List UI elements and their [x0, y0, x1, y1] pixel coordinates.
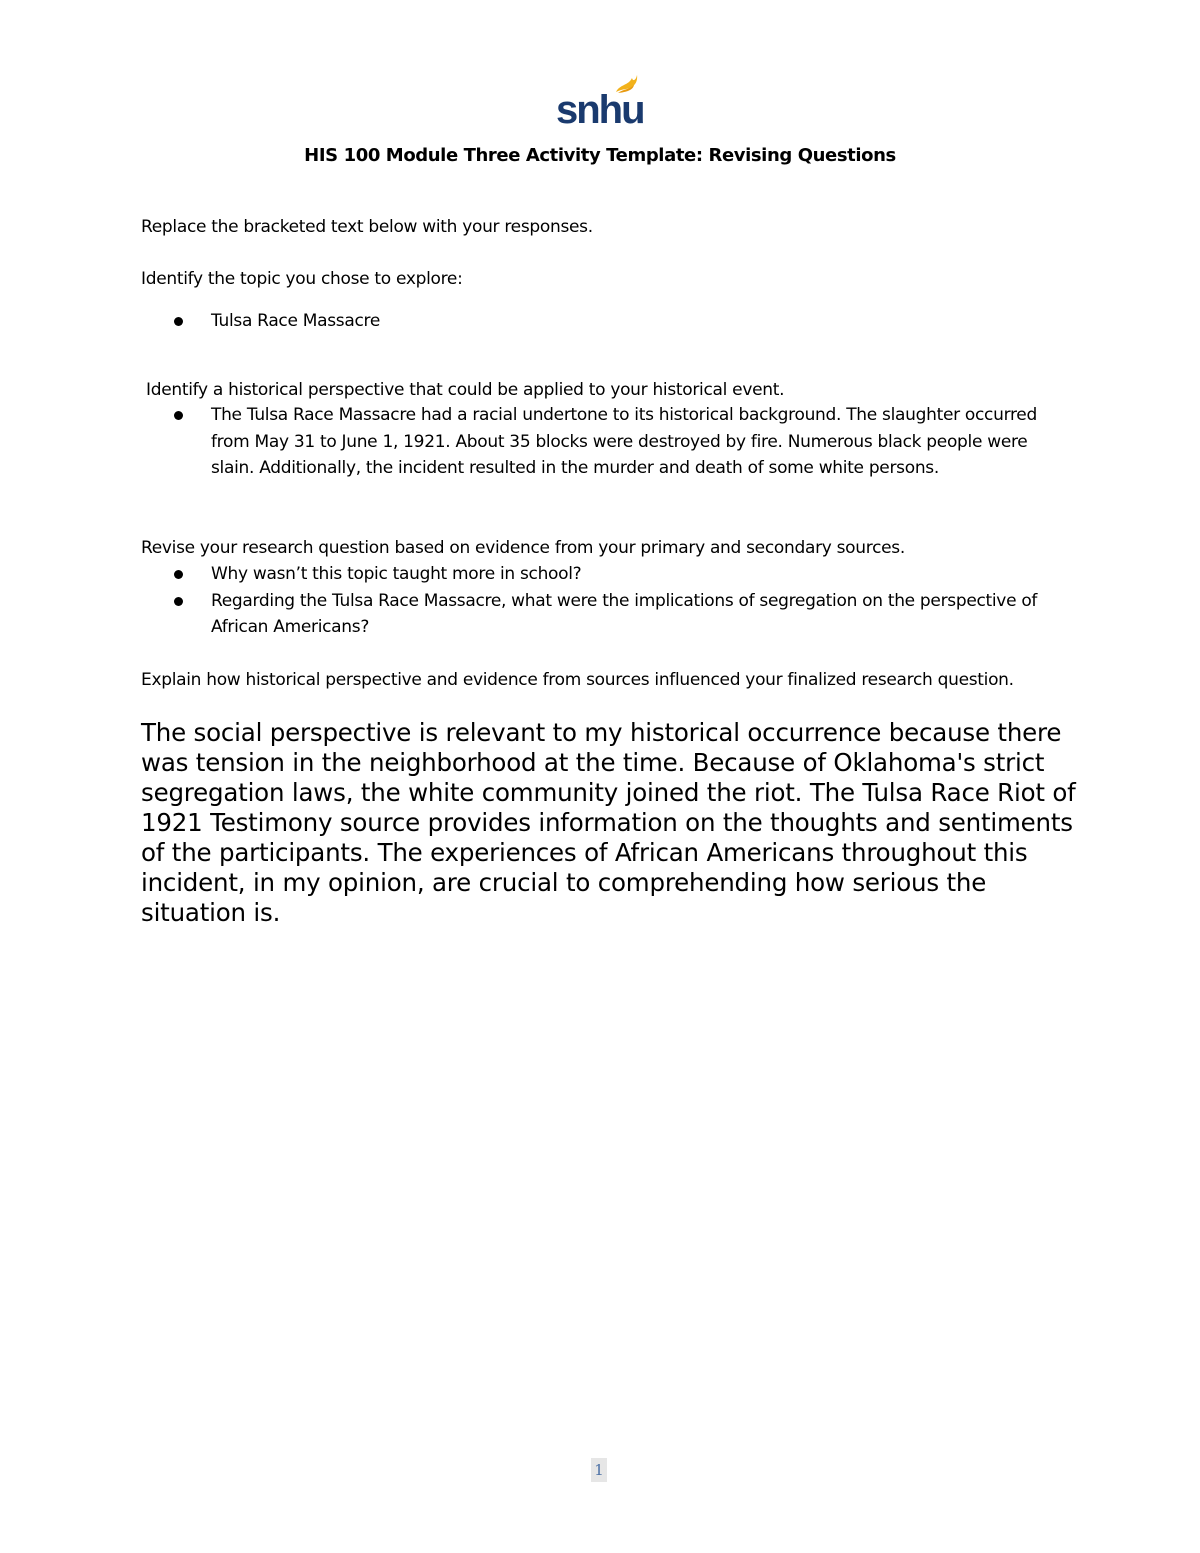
logo-wordmark: snhu	[556, 88, 644, 132]
list-item	[141, 308, 1061, 335]
document-title: HIS 100 Module Three Activity Template: Revising Questions	[304, 145, 896, 166]
list-item	[141, 402, 1061, 482]
bullet-dot-icon	[174, 570, 183, 579]
explain-answer: The social perspective is relevant to my historical occurrence because there was tension in the neighborhood at the time. Because of Oklahoma's strict segregation laws, the white community joined the riot. The Tulsa Race Riot of 1921 Testimony source provides information on the thoughts and sentiments of the participants. The experiences of African Americans throughout this incident, in my opinion, are crucial to comprehending how serious the situation is.	[141, 718, 1076, 927]
perspective-list	[141, 402, 1061, 482]
topic-list	[141, 308, 1061, 335]
bullet-dot-icon	[174, 317, 183, 326]
topic-prompt: Identify the topic you chose to explore:	[141, 269, 463, 289]
explain-prompt: Explain how historical perspective and evidence from sources influenced your finalized research question.	[141, 670, 1014, 690]
list-item	[141, 588, 1061, 641]
list-item-text: Regarding the Tulsa Race Massacre, what were the implications of segregation on the perspective of African Americans?	[211, 590, 1038, 637]
page-number: 1	[591, 1458, 607, 1482]
snhu-logo	[556, 74, 642, 132]
list-item	[141, 561, 1061, 588]
list-item-text: The Tulsa Race Massacre had a racial undertone to its historical background. The slaughter occurred from May 31 to June 1, 1921. About 35 blocks were destroyed by fire. Numerous black people were slain. Additionally, the incident resulted in the murder and death of some white persons.	[211, 405, 1037, 478]
instructions-text: Replace the bracketed text below with your responses.	[141, 217, 593, 237]
bullet-dot-icon	[174, 597, 183, 606]
revise-prompt: Revise your research question based on evidence from your primary and secondary sources.	[141, 538, 905, 558]
list-item-text: Why wasn’t this topic taught more in school?	[211, 564, 582, 584]
bullet-dot-icon	[174, 411, 183, 420]
list-item-text: Tulsa Race Massacre	[211, 311, 380, 331]
revise-list	[141, 561, 1061, 641]
perspective-prompt: Identify a historical perspective that could be applied to your historical event.	[146, 380, 785, 400]
